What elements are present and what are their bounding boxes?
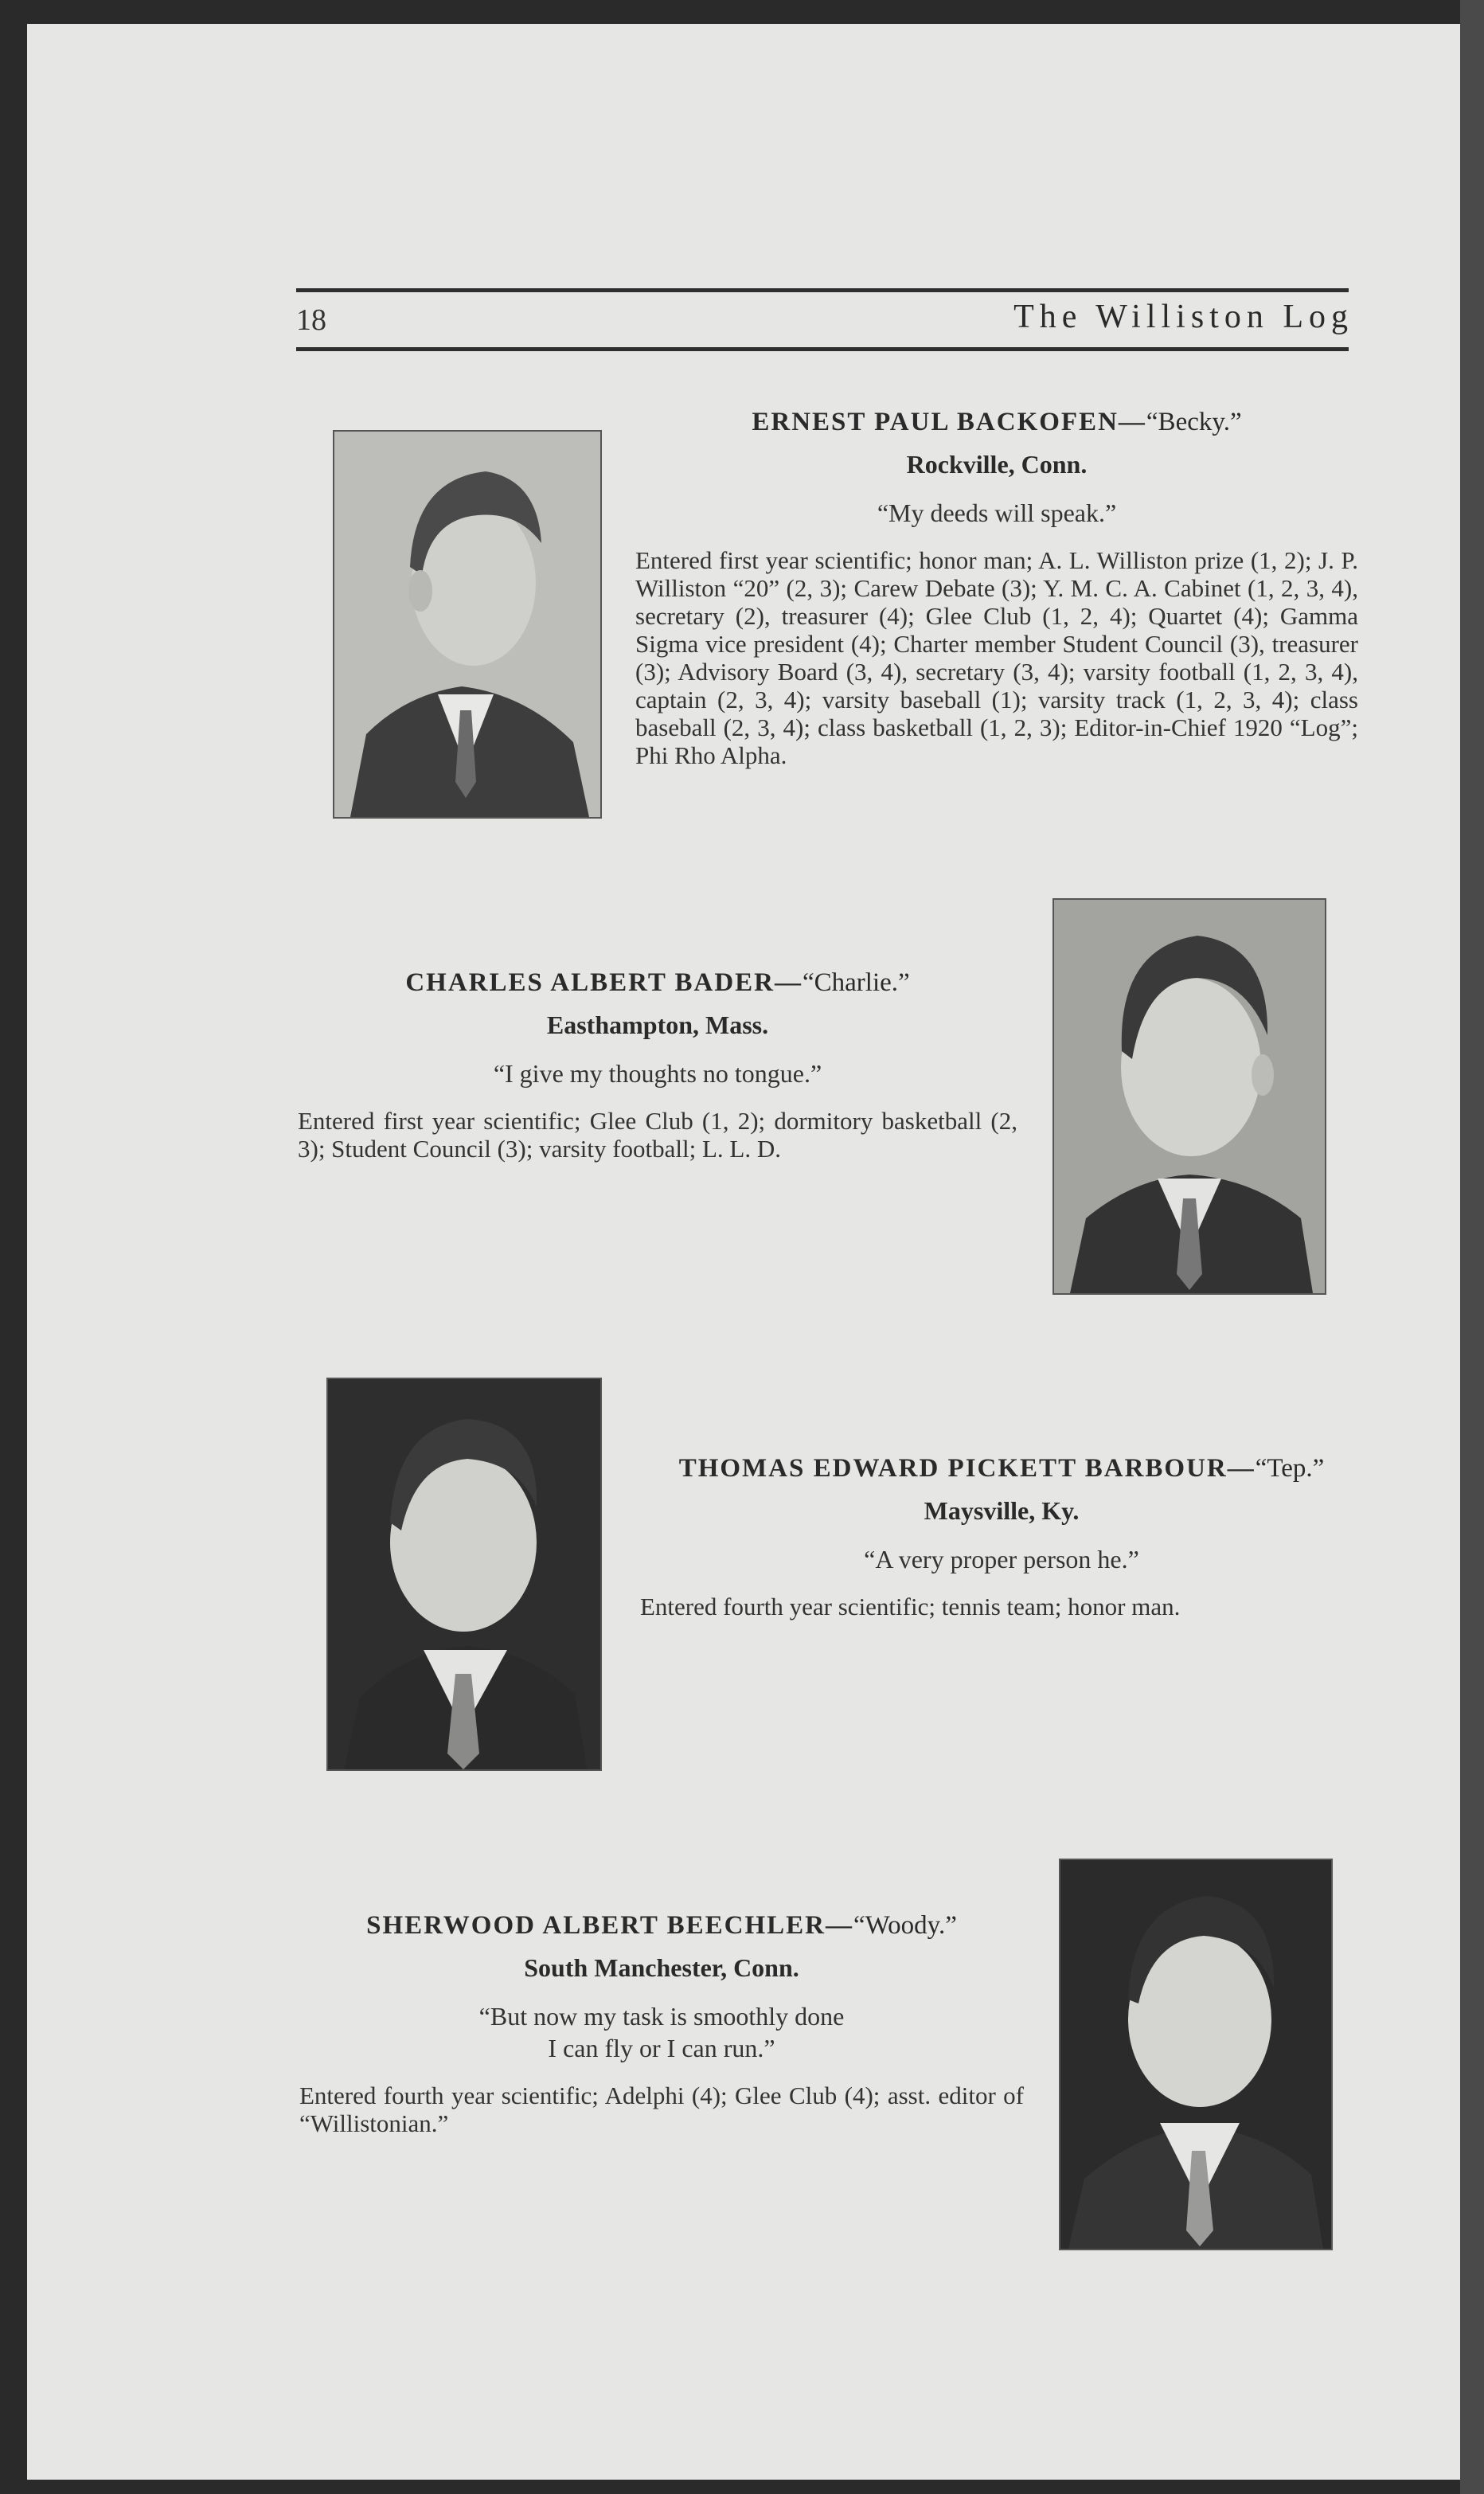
student-name: ERNEST PAUL BACKOFEN—“Becky.” <box>752 408 1242 436</box>
portrait-photo-beechler <box>1059 1859 1333 2250</box>
motto-quote: “My deeds will speak.” <box>877 498 1117 527</box>
portrait-photo-backofen <box>333 430 602 819</box>
nickname: “Tep.” <box>1255 1454 1325 1483</box>
nickname: “Charlie.” <box>803 968 910 997</box>
motto-quote: “I give my thoughts no tongue.” <box>493 1059 822 1088</box>
student-name: SHERWOOD ALBERT BEECHLER—“Woody.” <box>366 1911 957 1940</box>
header-top-rule <box>296 288 1349 292</box>
motto-quote: “But now my task is smoothly done I can fly or I can run.” <box>478 2002 845 2062</box>
hometown: Rockville, Conn. <box>906 450 1088 479</box>
nickname: “Woody.” <box>853 1911 957 1940</box>
portrait-photo-barbour <box>326 1378 602 1771</box>
student-name: CHARLES ALBERT BADER—“Charlie.” <box>405 968 910 997</box>
biography-text: Entered fourth year scientific; Adelphi (4); Glee Club (4); asst. editor of “Willistonian.” <box>299 2082 1024 2137</box>
page-number: 18 <box>296 303 326 337</box>
hometown: South Manchester, Conn. <box>524 1953 799 1982</box>
page-edge-shadow <box>1460 0 1484 2494</box>
motto-quote: “A very proper person he.” <box>864 1545 1139 1573</box>
entry-barbour <box>640 1454 1363 1620</box>
student-name: THOMAS EDWARD PICKETT BARBOUR—“Tep.” <box>678 1454 1325 1483</box>
nickname: “Becky.” <box>1146 408 1242 436</box>
hometown: Maysville, Ky. <box>924 1496 1080 1525</box>
biography-text: Entered first year scientific; Glee Club (1, 2); dormitory basketball (2, 3); Student Council (3); varsity football; L. L. D. <box>298 1107 1017 1163</box>
entry-bader <box>298 968 1017 1163</box>
biography-text: Entered fourth year scientific; tennis team; honor man. <box>640 1593 1181 1620</box>
publication-title: The Williston Log <box>1013 299 1353 335</box>
hometown: Easthampton, Mass. <box>546 1010 769 1039</box>
header-bottom-rule <box>296 347 1349 351</box>
biography-text: Entered first year scientific; honor man; A. L. Williston prize (1, 2); J. P. Williston “20” (2, 3); Carew Debate (3); Y. M. C. A. Cabinet (1, 2, 3, 4), secretary (2), treasurer (4); Glee Club (1, 2, 4); Quartet (4); Gamma Sigma vice president (4); Charter member Student Council (3), treasurer (3); Advisory Board (3, 4), secretary (3, 4); varsity football (1, 2, 3, 4), captain (2, 3, 4); varsity baseball (1); varsity track (1, 2, 3, 4); class baseball (2, 3, 4); class basketball (1, 2, 3); Editor-in-Chief 1920 “Log”; Phi Rho Alpha. <box>635 546 1358 769</box>
entry-beechler <box>299 1911 1024 2137</box>
entry-backofen <box>635 408 1358 769</box>
portrait-photo-bader <box>1052 898 1326 1295</box>
